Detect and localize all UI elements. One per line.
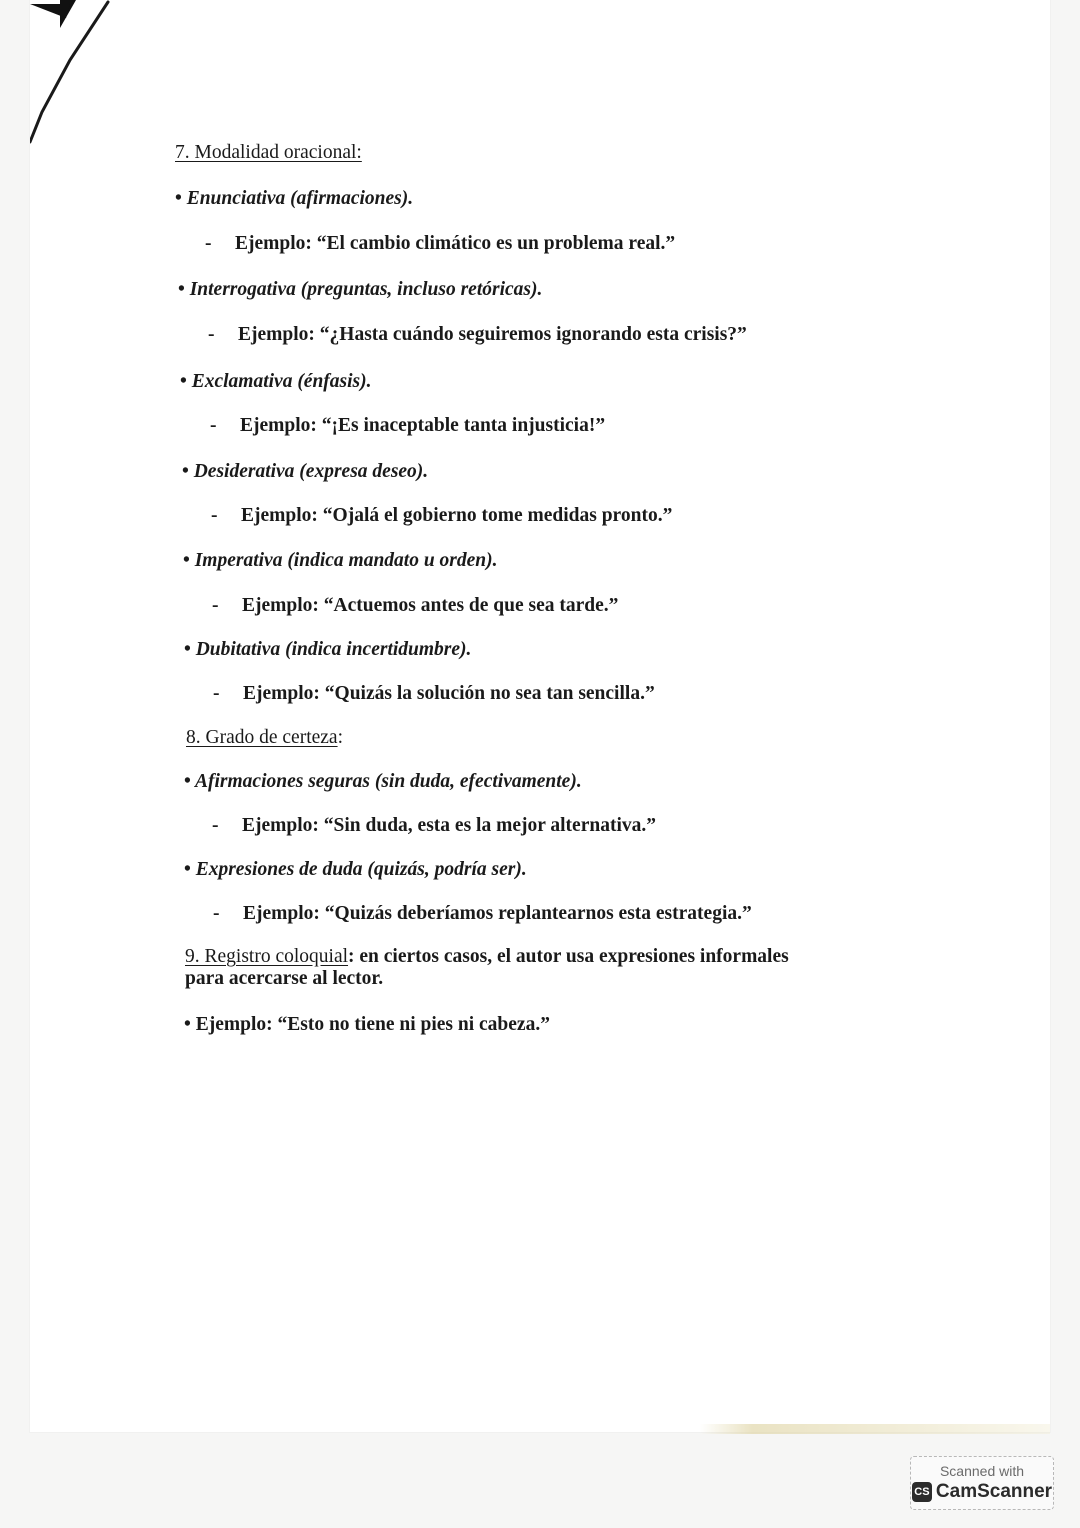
bullet-item [175,187,413,211]
example-text: Ejemplo: “El cambio climático es un problema real.” [235,233,676,254]
dash-mark: - [213,903,220,924]
bullet-text: Enunciativa (afirmaciones). [186,188,414,209]
dash-mark: - [205,233,212,254]
dash-mark: - [210,415,217,436]
section-9-paragraph [185,946,825,990]
camscanner-logo-icon: CS [912,1482,932,1502]
scanned-page [30,0,1050,1432]
bullet-item [183,549,498,573]
bullet-dot: • [184,859,191,880]
dash-mark: - [208,324,215,345]
bullet-text: Desiderativa (expresa deseo). [193,461,429,482]
bullet-item [184,1013,550,1037]
watermark-brand [912,1481,1052,1503]
example-text: Ejemplo: “Esto no tiene ni pies ni cabeza.” [195,1014,550,1035]
example-item [210,414,605,438]
example-text: Ejemplo: “Sin duda, esta es la mejor alternativa.” [242,815,656,836]
heading-colon: : [348,946,355,967]
bullet-item [184,770,582,794]
bullet-dot: • [175,188,182,209]
dash-mark: - [213,683,220,704]
pen-stroke-mark [30,0,150,150]
bullet-dot: • [178,279,185,300]
dash-mark: - [212,815,219,836]
camscanner-watermark [910,1456,1054,1510]
heading-colon: : [337,727,343,748]
bullet-dot: • [184,639,191,660]
bullet-item [180,370,372,394]
section-9-body: en ciertos casos, el autor usa expresiones informales para acercarse al lector. [185,946,789,989]
example-text: Ejemplo: “¿Hasta cuándo seguiremos ignorando esta crisis?” [238,324,747,345]
paper-edge-shadow [700,1424,1050,1434]
watermark-caption: Scanned with [939,1463,1025,1479]
bullet-item [184,638,471,662]
example-item [211,504,672,528]
bullet-dot: • [184,771,191,792]
section-9-heading: 9. Registro coloquial [185,946,349,967]
bullet-item [178,278,542,302]
section-7-heading: 7. Modalidad oracional: [175,142,362,163]
example-item [205,232,675,256]
bullet-dot: • [180,371,187,392]
example-text: Ejemplo: “Quizás deberíamos replantearnos esta estrategia.” [243,903,752,924]
bullet-dot: • [184,1014,191,1035]
dash-mark: - [212,595,219,616]
example-item [212,594,618,618]
watermark-brand-name: CamScanner [935,1481,1053,1502]
bullet-text: Exclamativa (énfasis). [191,371,372,392]
bullet-text: Afirmaciones seguras (sin duda, efectivamente). [194,771,582,792]
example-item [213,682,655,706]
bullet-text: Interrogativa (preguntas, incluso retóricas). [189,279,543,300]
example-item [213,902,752,926]
bullet-item [184,858,527,882]
bullet-item [182,460,428,484]
bullet-dot: • [182,461,189,482]
example-text: Ejemplo: “Actuemos antes de que sea tarde.” [242,595,619,616]
example-text: Ejemplo: “Quizás la solución no sea tan sencilla.” [243,683,655,704]
section-8-heading-row [186,726,343,750]
example-item [208,323,747,347]
bullet-text: Imperativa (indica mandato u orden). [194,550,498,571]
bullet-dot: • [183,550,190,571]
dash-mark: - [211,505,218,526]
bullet-text: Dubitativa (indica incertidumbre). [195,639,472,660]
section-8-heading: 8. Grado de certeza [186,727,338,748]
example-text: Ejemplo: “Ojalá el gobierno tome medidas pronto.” [241,505,673,526]
example-text: Ejemplo: “¡Es inaceptable tanta injusticia!” [240,415,606,436]
bullet-text: Expresiones de duda (quizás, podría ser). [195,859,527,880]
example-item [212,814,656,838]
